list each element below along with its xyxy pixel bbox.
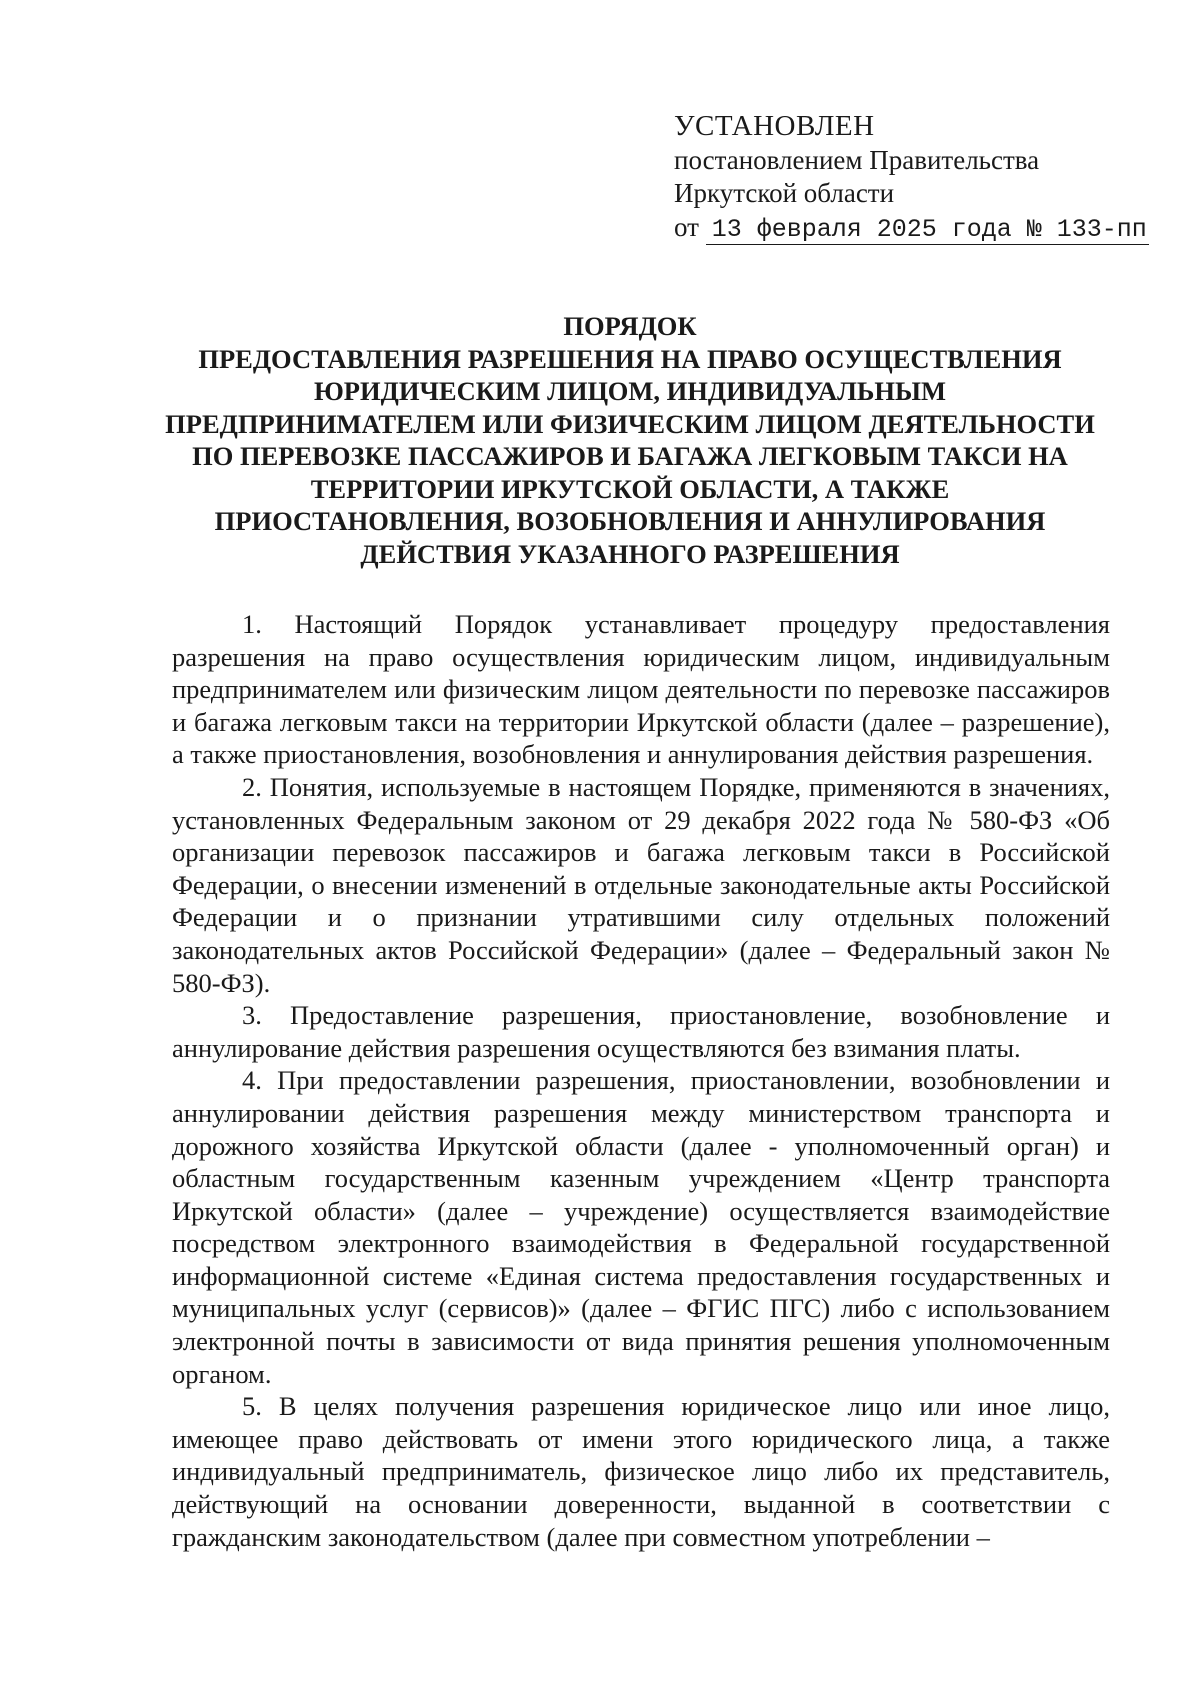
approval-region-line: Иркутской области	[674, 178, 895, 208]
approval-date-line	[674, 210, 1147, 247]
paragraph-1: 1. Настоящий Порядок устанавливает процедуру предоставления разрешения на право осуществления юридическим лицом, индивидуальным предпринимателем или физическим лицом деятельности по перевозке пассажиров и багажа легковым такси на территории Иркутской области (далее – разрешение), а также приостановления, возобновления и аннулирования действия разрешения.	[172, 609, 1110, 770]
paragraph-4: 4. При предоставлении разрешения, приостановлении, возобновлении и аннулировании действия разрешения между министерством транспорта и дорожного хозяйства Иркутской области (далее - уполномоченный орган) и областным государственным казенным учреждением «Центр транспорта Иркутской области» (далее – учреждение) осуществляется взаимодействие посредством электронного взаимодействия в Федеральной государственной информационной системе «Единая система предоставления государственных и муниципальных услуг (сервисов)» (далее – ФГИС ПГС) либо с использованием электронной почты в зависимости от вида принятия решения уполномоченным органом.	[172, 1065, 1110, 1389]
approval-status: УСТАНОВЛЕН	[674, 110, 875, 142]
approval-date-number: 13 февраля 2025 года № 133-пп	[706, 215, 1149, 245]
paragraph-5: 5. В целях получения разрешения юридическое лицо или иное лицо, имеющее право действовать от имени этого юридического лица, а также индивидуальный предприниматель, физическое лицо либо их представитель, действующий на основании доверенности, выданной в соответствии с гражданским законодательством (далее при совместном употреблении –	[172, 1391, 1110, 1552]
approval-date-prefix: от	[674, 212, 699, 242]
paragraph-3: 3. Предоставление разрешения, приостановление, возобновление и аннулирование действия разрешения осуществляются без взимания платы.	[172, 1000, 1110, 1063]
paragraph-2: 2. Понятия, используемые в настоящем Порядке, применяются в значениях, установленных Федеральным законом от 29 декабря 2022 года № 580-ФЗ «Об организации перевозок пассажиров и багажа легковым такси в Российской Федерации, о внесении изменений в отдельные законодательные акты Российской Федерации и о признании утратившими силу отдельных положений законодательных актов Российской Федерации» (далее – Федеральный закон № 580-ФЗ).	[172, 771, 1110, 998]
document-title	[160, 310, 1100, 570]
approval-authority-line: постановлением Правительства	[674, 145, 1040, 175]
document-heading: ПОРЯДОК	[563, 311, 697, 341]
document-subheading: ПРЕДОСТАВЛЕНИЯ РАЗРЕШЕНИЯ НА ПРАВО ОСУЩЕСТВЛЕНИЯ ЮРИДИЧЕСКИМ ЛИЦОМ, ИНДИВИДУАЛЬНЫМ ПРЕДПРИНИМАТЕЛЕМ ИЛИ ФИЗИЧЕСКИМ ЛИЦОМ ДЕЯТЕЛЬНОСТИ ПО ПЕРЕВОЗКЕ ПАССАЖИРОВ И БАГАЖА ЛЕГКОВЫМ ТАКСИ НА ТЕРРИТОРИИ ИРКУТСКОЙ ОБЛАСТИ, А ТАКЖЕ ПРИОСТАНОВЛЕНИЯ, ВОЗОБНОВЛЕНИЯ И АННУЛИРОВАНИЯ ДЕЙСТВИЯ УКАЗАННОГО РАЗРЕШЕНИЯ	[165, 343, 1095, 569]
document-body	[172, 608, 1110, 1553]
approval-stamp-block	[674, 108, 1147, 247]
